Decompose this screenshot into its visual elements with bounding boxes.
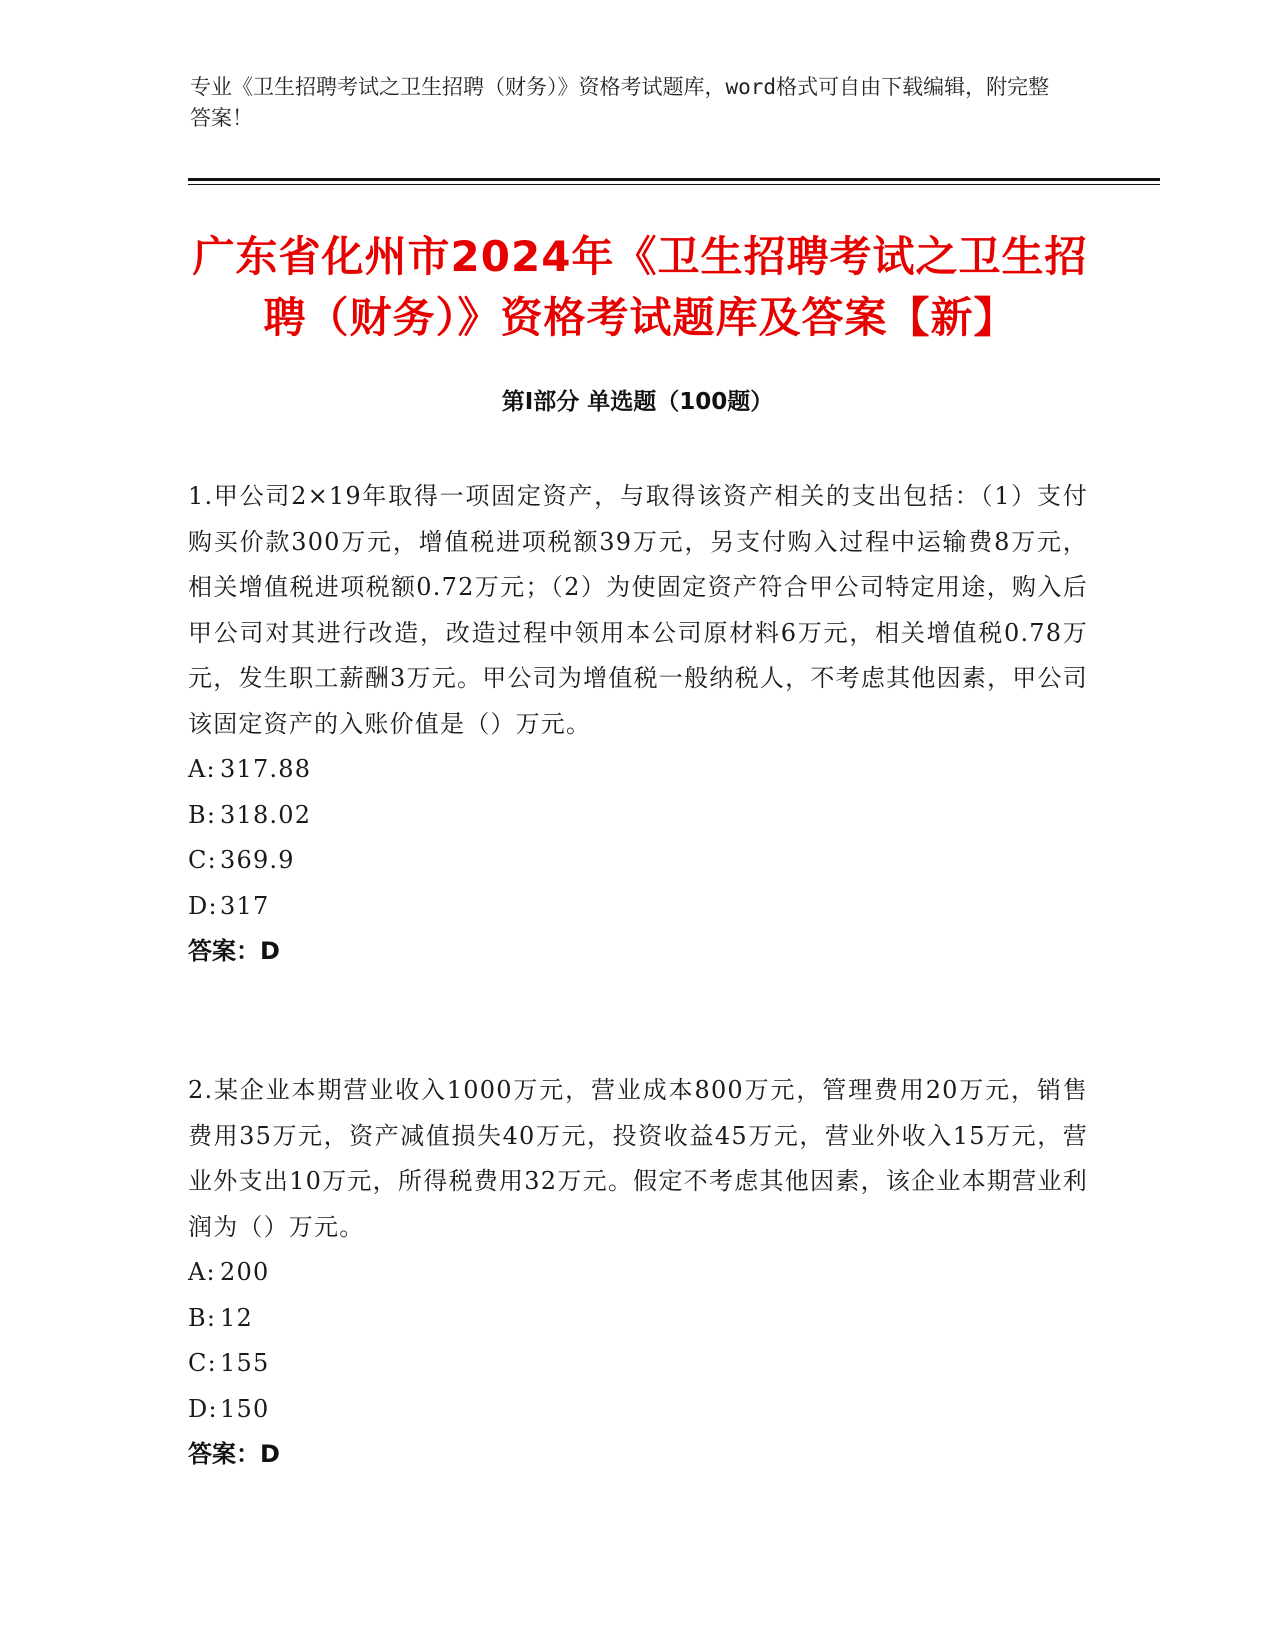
option-letter: B: bbox=[188, 1303, 217, 1332]
option-b bbox=[188, 1296, 1088, 1342]
answer-line: 答案：D bbox=[188, 1440, 280, 1468]
option-d bbox=[188, 1387, 1088, 1433]
question-stem: 1.甲公司2×19年取得一项固定资产，与取得该资产相关的支出包括：（1）支付购买价款300万元，增值税进项税额39万元，另支付购入过程中运输费8万元，相关增值税进项税额0.72万元；（2）为使固定资产符合甲公司特定用途，购入后甲公司对其进行改造，改造过程中领用本公司原材料6万元，相关增值税0.78万元，发生职工薪酬3万元。甲公司为增值税一般纳税人，不考虑其他因素，甲公司该固定资产的入账价值是（）万元。 bbox=[188, 482, 1088, 738]
header-divider-thick bbox=[188, 178, 1160, 181]
question-stem: 2.某企业本期营业收入1000万元，营业成本800万元，管理费用20万元，销售费用35万元，资产减值损失40万元，投资收益45万元，营业外收入15万元，营业外支出10万元，所得税费用32万元。假定不考虑其他因素，该企业本期营业利润为（）万元。 bbox=[188, 1076, 1088, 1241]
option-letter: A: bbox=[188, 755, 216, 783]
option-c bbox=[188, 1341, 1088, 1387]
option-d bbox=[188, 884, 1088, 930]
option-letter: D: bbox=[188, 891, 218, 920]
document-title: 广东省化州市2024年《卫生招聘考试之卫生招聘（财务）》资格考试题库及答案【新】 bbox=[192, 232, 1088, 342]
option-text: 155 bbox=[220, 1349, 270, 1377]
question-2 bbox=[188, 1068, 1088, 1478]
option-text: 318.02 bbox=[220, 800, 312, 829]
header-divider-thin bbox=[188, 184, 1160, 185]
option-letter: C: bbox=[188, 846, 217, 874]
question-1 bbox=[188, 474, 1088, 975]
option-text: 200 bbox=[220, 1258, 270, 1286]
option-letter: D: bbox=[188, 1394, 218, 1423]
option-text: 369.9 bbox=[220, 846, 295, 874]
option-b bbox=[188, 793, 1088, 839]
option-c bbox=[188, 838, 1088, 884]
option-letter: A: bbox=[188, 1258, 216, 1286]
section-heading: 第I部分 单选题（100题） bbox=[501, 389, 774, 415]
answer-line: 答案：D bbox=[188, 937, 280, 965]
option-text: 150 bbox=[220, 1394, 270, 1423]
option-text: 317.88 bbox=[220, 755, 312, 783]
header-note: 专业《卫生招聘考试之卫生招聘（财务）》资格考试题库，word格式可自由下载编辑，附完整答案！ bbox=[190, 75, 1050, 130]
option-letter: C: bbox=[188, 1349, 217, 1377]
option-a bbox=[188, 747, 1088, 793]
option-text: 12 bbox=[220, 1303, 253, 1332]
option-a bbox=[188, 1250, 1088, 1296]
option-text: 317 bbox=[220, 891, 270, 920]
option-letter: B: bbox=[188, 800, 217, 829]
